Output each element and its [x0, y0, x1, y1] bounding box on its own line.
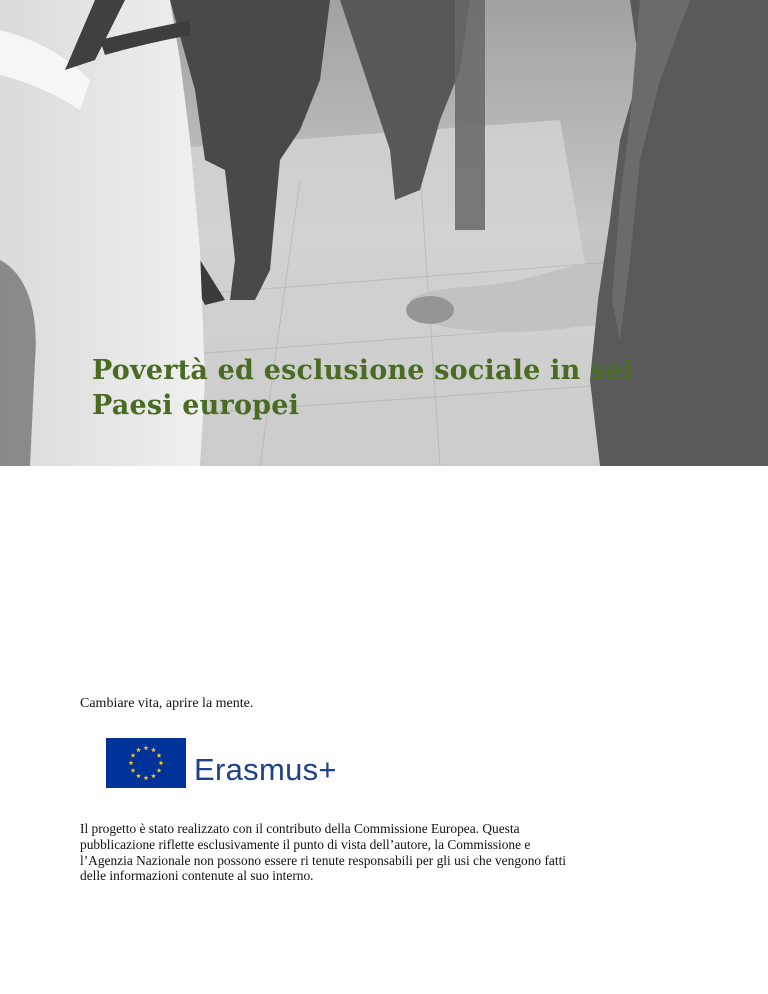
disclaimer-text: [80, 821, 660, 884]
cover-photo: [0, 0, 768, 466]
disclaimer-line: l’Agenzia Nazionale non possono essere ri tenute responsabili per gli usi che vengono fatti: [80, 852, 567, 868]
tagline: Cambiare vita, aprire la mente.: [80, 696, 254, 711]
erasmus-wordmark: Erasmus+: [194, 752, 337, 787]
disclaimer-line: delle informazioni contenute al suo interno.: [80, 868, 314, 884]
disclaimer-line: pubblicazione riflette esclusivamente il punto di vista dell’autore, la Commissione e: [80, 836, 531, 852]
document-title: [92, 353, 712, 423]
title-line-1: Povertà ed esclusione sociale in sei: [92, 355, 634, 386]
disclaimer-line: Il progetto è stato realizzato con il contributo della Commissione Europea. Questa: [80, 821, 520, 836]
title-line-2: Paesi europei: [92, 390, 300, 421]
eu-flag-icon: [106, 738, 186, 788]
erasmus-logo: [106, 738, 376, 794]
